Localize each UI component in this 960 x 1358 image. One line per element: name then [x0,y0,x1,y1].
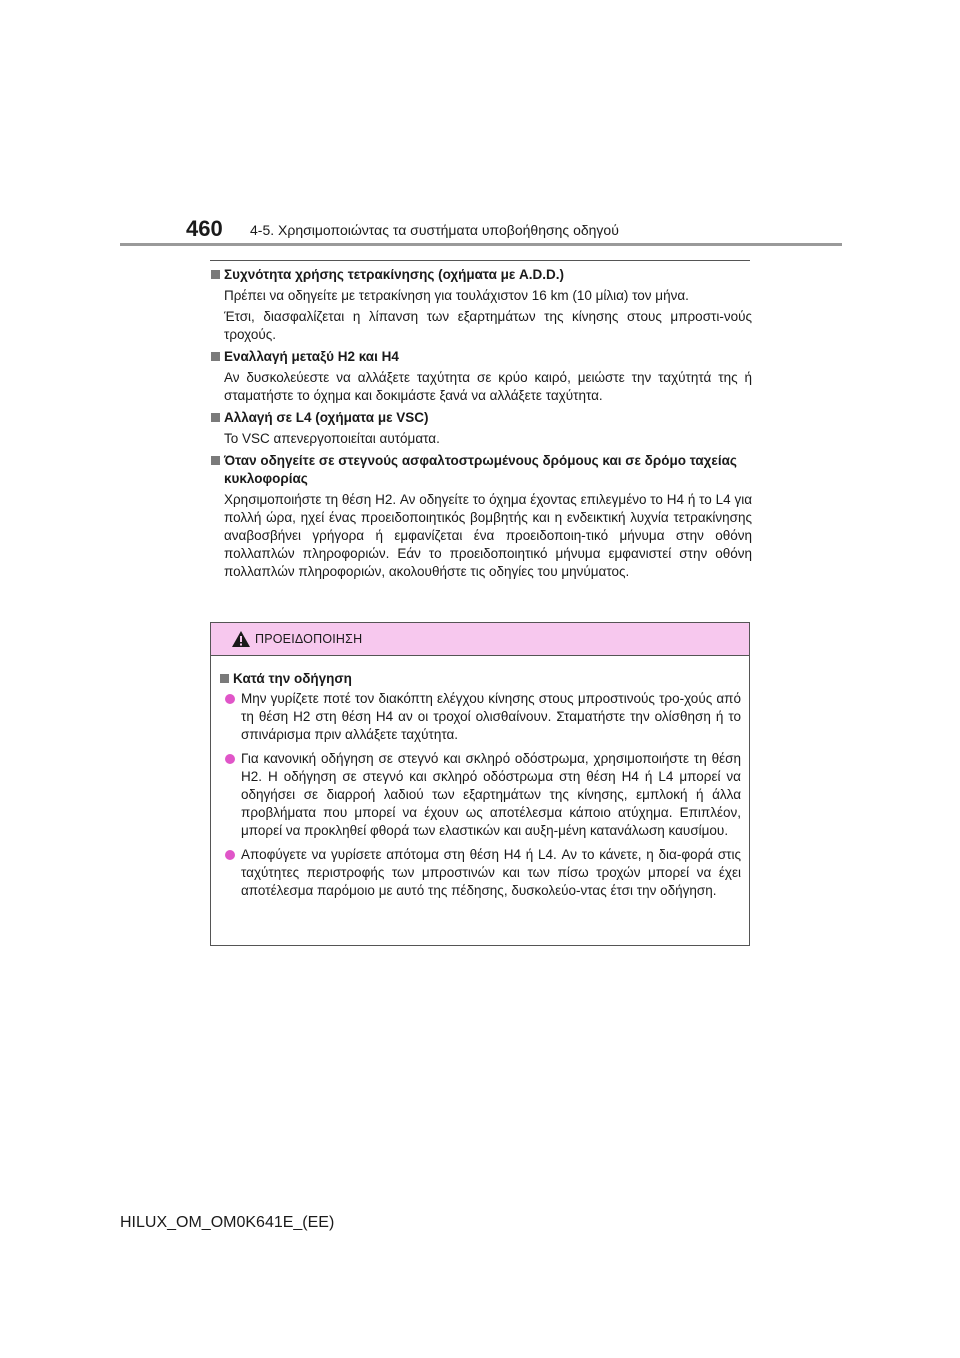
section-paragraph: Πρέπει να οδηγείτε με τετρακίνηση για τουλάχιστον 16 km (10 μίλια) τον μήνα. [224,288,689,303]
main-content [210,266,752,585]
chapter-title: 4-5. Χρησιμοποιώντας τα συστήματα υποβοήθησης οδηγού [250,222,619,238]
section-l4-vsc [210,409,752,448]
section-paragraph: Αν δυσκολεύεστε να αλλάξετε ταχύτητα σε κρύο καιρό, μειώστε την ταχύτητά της ή σταματήστε το όχημα και δοκιμάστε ξανά να αλλάξετε ταχύτητα. [224,370,752,403]
warning-triangle-icon [231,630,251,648]
square-bullet-icon [211,413,220,422]
section-paragraph: Χρησιμοποιήστε τη θέση H2. Αν οδηγείτε το όχημα έχοντας επιλεγμένο το H4 ή το L4 για πολλή ώρα, ηχεί ένας προειδοποιητικός βομβητής και η ενδεικτική λυχνία τετρακίνησης αναβοσβήνει γρήγορα ή εμφανίζεται ένα προειδοποιη-τικό μήνυμα στην οθόνη πολλαπλών πληροφοριών. Εάν το προειδοποιητικό μήνυμα εμφανιστεί στην οθόνη πολλαπλών πληροφοριών, ακολουθήστε τις οδηγίες του μηνύματος. [224,492,752,579]
square-bullet-icon [211,456,220,465]
circle-bullet-icon [225,694,235,704]
warning-subheading: Κατά την οδήγηση [219,670,741,688]
section-heading: Εναλλαγή μεταξύ H2 και H4 [210,348,752,366]
square-bullet-icon [211,352,220,361]
section-paragraph: Έτσι, διασφαλίζεται η λίπανση των εξαρτημάτων της κίνησης στους μπροστι-νούς τροχούς. [224,309,752,342]
section-heading: Αλλαγή σε L4 (οχήματα με VSC) [210,409,752,427]
header-divider [120,243,842,246]
warning-title: ΠΡΟΕΙΔΟΠΟΙΗΣΗ [255,632,363,646]
circle-bullet-icon [225,850,235,860]
content-divider [210,260,750,261]
warning-body [211,656,749,900]
document-code-footer: HILUX_OM_OM0K641E_(EE) [120,1214,335,1231]
warning-item: Αποφύγετε να γυρίσετε απότομα στη θέση H4 ή L4. Αν το κάνετε, η δια-φορά στις ταχύτητες περιστροφής των μπροστινών και των πίσω τροχών μπορεί να έχει αποτέλεσμα παρόμοιο με αυτό της πέδησης, δυσκολεύο-ντας έτσι την οδήγηση. [219,846,741,900]
warning-item: Για κανονική οδήγηση σε στεγνό και σκληρό οδόστρωμα, χρησιμοποιήστε τη θέση H2. Η οδήγηση σε στεγνό και σκληρό οδόστρωμα στη θέση H4 ή L4 μπορεί να οδηγήσει σε διαρροή λαδιού των εξαρτημάτων της κίνησης, εμπλοκή ή άλλα προβλήματα που μπορεί να έχουν ως αποτέλεσμα κάποιο ατύχημα. Επιπλέον, μπορεί να προκληθεί φθορά των ελαστικών και αυξη-μένη κατανάλωση καυσίμου. [219,750,741,840]
square-bullet-icon [211,270,220,279]
section-heading: Συχνότητα χρήσης τετρακίνησης (οχήματα με A.D.D.) [210,266,752,284]
warning-box [210,622,750,946]
section-heading: Όταν οδηγείτε σε στεγνούς ασφαλτοστρωμένους δρόμους και σε δρόμο ταχείας κυκλοφορίας [210,452,752,488]
section-dry-paved-roads [210,452,752,581]
section-paragraph: Το VSC απενεργοποιείται αυτόματα. [224,431,440,446]
circle-bullet-icon [225,754,235,764]
section-h2-h4-switch [210,348,752,405]
section-4wd-frequency [210,266,752,344]
page-number: 460 [186,216,223,241]
page-header [186,212,846,242]
square-bullet-icon [220,674,229,683]
warning-item: Μην γυρίζετε ποτέ τον διακόπτη ελέγχου κίνησης στους μπροστινούς τρο-χούς από τη θέση H2 στη θέση H4 αν οι τροχοί ολισθαίνουν. Σταματήστε την ολίσθηση ή το σπινάρισμα πριν αλλάξετε ταχύτητα. [219,690,741,744]
warning-header [211,623,749,656]
